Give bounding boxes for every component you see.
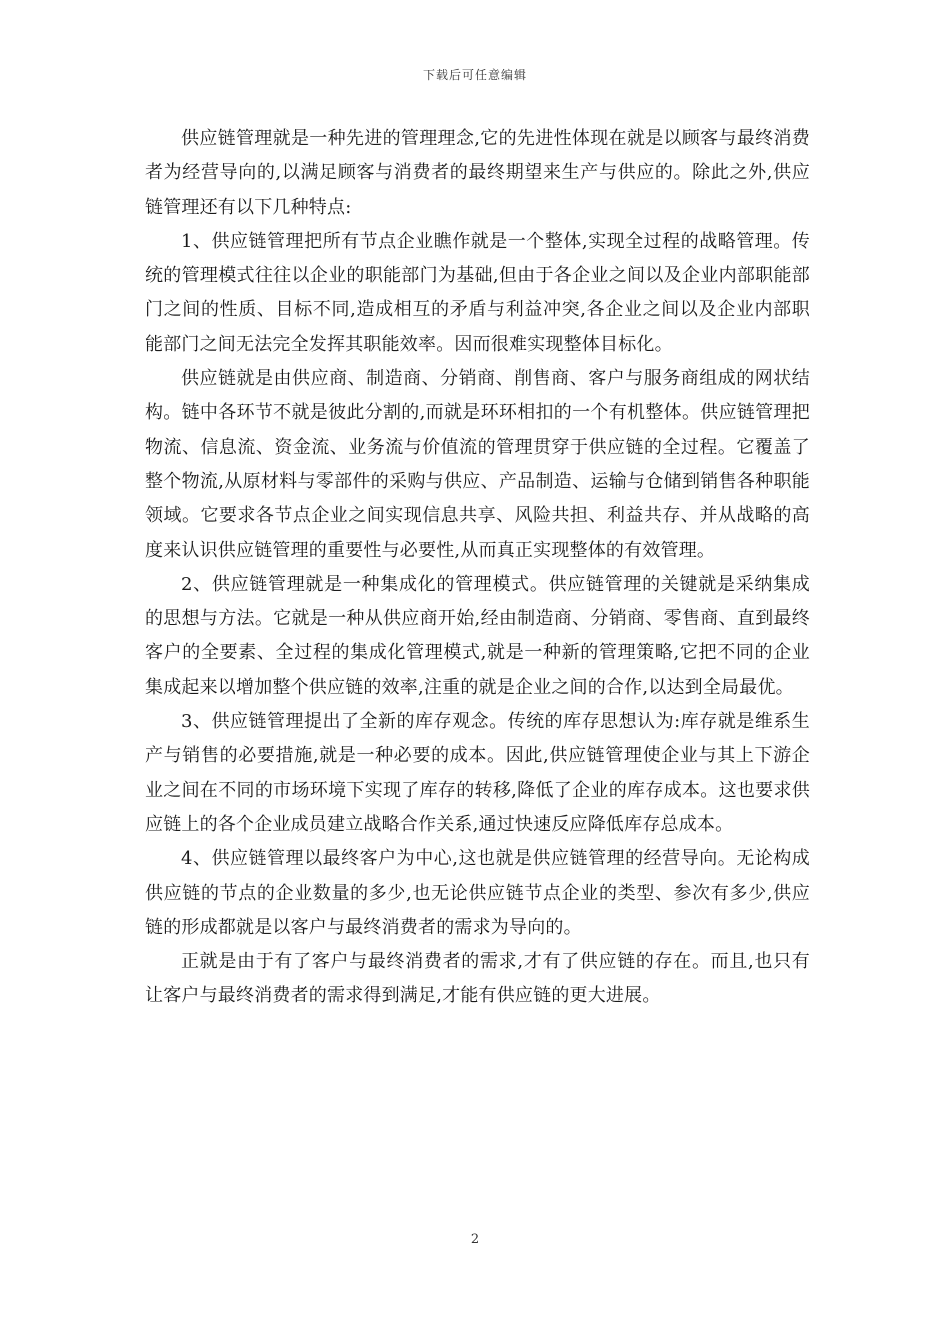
paragraph-supply-chain-structure: 供应链就是由供应商、制造商、分销商、削售商、客户与服务商组成的网状结构。链中各环节不就是彼此分割的,而就是环环相扣的一个有机整体。供应链管理把物流、信息流、资金流、业务流与价值流的管理贯穿于供应链的全过程。它覆盖了整个物流,从原材料与零部件的采购与供应、产品制造、运输与仓储到销售各种职能领域。它要求各节点企业之间实现信息共享、风险共担、利益共存、并从战略的高度来认识供应链管理的重要性与必要性,从而真正实现整体的有效管理。 <box>145 368 810 561</box>
paragraph-point-1: 1、供应链管理把所有节点企业瞧作就是一个整体,实现全过程的战略管理。传统的管理模式往往以企业的职能部门为基础,但由于各企业之间以及企业内部职能部门之间的性质、目标不同,造成相互的矛盾与利益冲突,各企业之间以及企业内部职能部门之间无法完全发挥其职能效率。因而很难实现整体目标化。 <box>145 230 810 355</box>
paragraph-point-4: 4、供应链管理以最终客户为中心,这也就是供应链管理的经营导向。无论构成供应链的节点的企业数量的多少,也无论供应链节点企业的类型、参次有多少,供应链的形成都就是以客户与最终消费者的需求为导向的。 <box>145 848 810 938</box>
document-body <box>145 122 810 1014</box>
page-header: 下载后可任意编辑 <box>422 68 527 82</box>
paragraph-point-3: 3、供应链管理提出了全新的库存观念。传统的库存思想认为:库存就是维系生产与销售的必要措施,就是一种必要的成本。因此,供应链管理使企业与其上下游企业之间在不同的市场环境下实现了库存的转移,降低了企业的库存成本。这也要求供应链上的各个企业成员建立战略合作关系,通过快速反应降低库存总成本。 <box>145 711 810 835</box>
page-number: 2 <box>470 1232 480 1247</box>
paragraph-point-2: 2、供应链管理就是一种集成化的管理模式。供应链管理的关键就是采纳集成的思想与方法。它就是一种从供应商开始,经由制造商、分销商、零售商、直到最终客户的全要素、全过程的集成化管理模式,就是一种新的管理策略,它把不同的企业集成起来以增加整个供应链的效率,注重的就是企业之间的合作,以达到全局最优。 <box>145 573 810 698</box>
paragraph-conclusion: 正就是由于有了客户与最终消费者的需求,才有了供应链的存在。而且,也只有让客户与最终消费者的需求得到满足,才能有供应链的更大进展。 <box>145 951 810 1007</box>
paragraph-intro: 供应链管理就是一种先进的管理理念,它的先进性体现在就是以顾客与最终消费者为经营导向的,以满足顾客与消费者的最终期望来生产与供应的。除此之外,供应链管理还有以下几种特点: <box>145 128 810 218</box>
